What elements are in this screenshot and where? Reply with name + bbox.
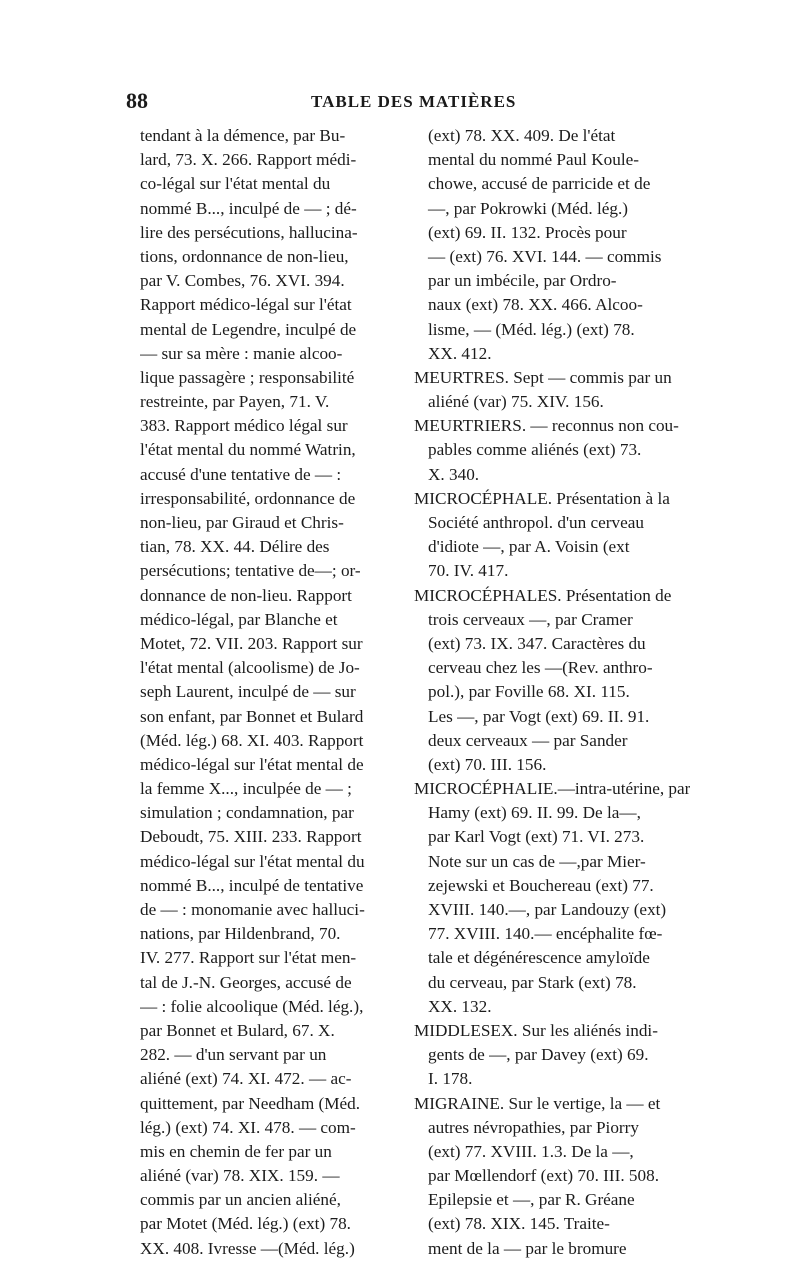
- index-line: chowe, accusé de parricide et de: [428, 174, 651, 194]
- index-line: tendant à la démence, par Bu-: [140, 126, 346, 145]
- index-line: autres névropathies, par Piorry: [428, 1117, 639, 1137]
- index-line: mis en chemin de fer par un: [140, 1141, 332, 1161]
- index-line: (Méd. lég.) 68. XI. 403. Rapport: [140, 730, 364, 750]
- index-line: 282. — d'un servant par un: [140, 1045, 327, 1065]
- index-line: gents de —, par Davey (ext) 69.: [428, 1045, 649, 1065]
- index-line: son enfant, par Bonnet et Bulard: [140, 706, 364, 726]
- index-line: tal de J.-N. Georges, accusé de: [140, 972, 352, 992]
- index-line: par un imbécile, par Ordro-: [428, 271, 617, 291]
- index-line: mental du nommé Paul Koule-: [428, 150, 639, 170]
- index-line: tions, ordonnance de non-lieu,: [140, 246, 349, 266]
- index-line: lire des persécutions, hallucina-: [140, 222, 358, 242]
- index-line: XVIII. 140.—, par Landouzy (ext): [428, 900, 667, 919]
- index-line: XX. 408. Ivresse —(Méd. lég.): [140, 1238, 355, 1258]
- index-line: persécutions; tentative de—; or-: [140, 561, 361, 581]
- index-line: zejewski et Bouchereau (ext) 77.: [428, 875, 654, 895]
- index-line: Les —, par Vogt (ext) 69. II. 91.: [428, 706, 650, 726]
- index-line: simulation ; condamnation, par: [140, 803, 354, 823]
- index-line: XX. 412.: [428, 343, 492, 363]
- page-number: 88: [126, 88, 148, 113]
- index-line: médico-légal, par Blanche et: [140, 609, 338, 629]
- index-line: restreinte, par Payen, 71. V.: [140, 392, 330, 412]
- index-line: naux (ext) 78. XX. 466. Alcoo-: [428, 295, 643, 315]
- index-entry-start: MIDDLESEX. Sur les aliénés indi-: [414, 1020, 658, 1040]
- index-line: non-lieu, par Giraud et Chris-: [140, 513, 344, 532]
- index-line: (ext) 69. II. 132. Procès pour: [428, 222, 627, 242]
- index-entry-start: MIGRAINE. Sur le vertige, la — et: [414, 1093, 661, 1113]
- index-line: tale et dégénérescence amyloïde: [428, 948, 650, 968]
- index-line: —, par Pokrowki (Méd. lég.): [428, 198, 629, 218]
- index-line: seph Laurent, inculpé de — sur: [140, 682, 356, 702]
- index-line: Epilepsie et —, par R. Gréane: [428, 1190, 635, 1210]
- index-line: lard, 73. X. 266. Rapport médi-: [140, 150, 357, 170]
- index-line: Société anthropol. d'un cerveau: [428, 513, 644, 532]
- index-line: XX. 132.: [428, 996, 492, 1016]
- index-line: ment de la — par le bromure: [428, 1238, 627, 1258]
- page-header: [126, 88, 716, 116]
- index-line: Hamy (ext) 69. II. 99. De la—,: [428, 803, 641, 823]
- index-line: (ext) 78. XX. 409. De l'état: [428, 126, 616, 145]
- index-line: la femme X..., inculpée de — ;: [140, 779, 352, 799]
- left-column: [140, 124, 398, 1261]
- index-line: (ext) 70. III. 156.: [428, 754, 547, 774]
- index-line: 70. IV. 417.: [428, 561, 509, 581]
- index-line: mental de Legendre, inculpé de: [140, 319, 357, 339]
- index-line: nommé B..., inculpé de tentative: [140, 875, 364, 895]
- index-line: par Karl Vogt (ext) 71. VI. 273.: [428, 827, 645, 847]
- right-column: [414, 124, 690, 1261]
- index-line: du cerveau, par Stark (ext) 78.: [428, 972, 637, 992]
- index-line: co-légal sur l'état mental du: [140, 174, 331, 194]
- index-line: lég.) (ext) 74. XI. 478. — com-: [140, 1117, 356, 1137]
- index-line: irresponsabilité, ordonnance de: [140, 488, 356, 508]
- index-entry-start: MEURTRES. Sept — commis par un: [414, 367, 672, 387]
- index-line: 383. Rapport médico légal sur: [140, 416, 348, 436]
- index-line: 77. XVIII. 140.— encéphalite fœ-: [428, 924, 663, 944]
- index-line: nommé B..., inculpé de — ; dé-: [140, 198, 357, 218]
- index-line: aliéné (var) 78. XIX. 159. —: [140, 1166, 340, 1186]
- index-entry-start: MEURTRIERS. — reconnus non cou-: [414, 416, 679, 436]
- index-line: cerveau chez les —(Rev. anthro-: [428, 658, 653, 678]
- index-line: (ext) 73. IX. 347. Caractères du: [428, 633, 646, 653]
- index-line: X. 340.: [428, 464, 480, 484]
- index-line: médico-légal sur l'état mental du: [140, 851, 365, 871]
- index-line: quittement, par Needham (Méd.: [140, 1093, 361, 1113]
- index-line: nations, par Hildenbrand, 70.: [140, 924, 341, 944]
- index-line: pables comme aliénés (ext) 73.: [428, 440, 642, 460]
- index-line: — : folie alcoolique (Méd. lég.),: [140, 996, 364, 1016]
- index-line: — (ext) 76. XVI. 144. — commis: [428, 246, 662, 266]
- index-line: (ext) 78. XIX. 145. Traite-: [428, 1214, 610, 1234]
- index-line: l'état mental (alcoolisme) de Jo-: [140, 658, 360, 678]
- index-line: par Mœllendorf (ext) 70. III. 508.: [428, 1166, 660, 1186]
- index-entry-start: MICROCÉPHALIE.—intra-utérine, par: [414, 779, 690, 799]
- index-entry-start: MICROCÉPHALES. Présentation de: [414, 585, 672, 605]
- index-line: par Bonnet et Bulard, 67. X.: [140, 1020, 335, 1040]
- index-line: Rapport médico-légal sur l'état: [140, 295, 352, 315]
- index-line: d'idiote —, par A. Voisin (ext: [428, 537, 630, 557]
- index-line: Note sur un cas de —,par Mier-: [428, 851, 646, 871]
- index-line: I. 178.: [428, 1069, 473, 1089]
- index-line: tian, 78. XX. 44. Délire des: [140, 537, 330, 557]
- index-line: deux cerveaux — par Sander: [428, 730, 628, 750]
- index-line: — sur sa mère : manie alcoo-: [140, 343, 343, 363]
- index-line: commis par un ancien aliéné,: [140, 1190, 341, 1210]
- index-entry-start: MICROCÉPHALE. Présentation à la: [414, 488, 670, 508]
- index-line: aliéné (ext) 74. XI. 472. — ac-: [140, 1069, 352, 1089]
- index-line: Deboudt, 75. XIII. 233. Rapport: [140, 827, 362, 847]
- index-line: accusé d'une tentative de — :: [140, 464, 342, 484]
- index-line: aliéné (var) 75. XIV. 156.: [428, 392, 604, 412]
- index-line: de — : monomanie avec halluci-: [140, 900, 365, 919]
- index-line: IV. 277. Rapport sur l'état men-: [140, 948, 357, 968]
- index-line: donnance de non-lieu. Rapport: [140, 585, 352, 605]
- index-line: médico-légal sur l'état mental de: [140, 754, 364, 774]
- index-line: Motet, 72. VII. 203. Rapport sur: [140, 633, 363, 653]
- index-line: (ext) 77. XVIII. 1.3. De la —,: [428, 1141, 634, 1161]
- index-line: lisme, — (Méd. lég.) (ext) 78.: [428, 319, 635, 339]
- index-line: lique passagère ; responsabilité: [140, 367, 355, 387]
- index-line: trois cerveaux —, par Cramer: [428, 609, 633, 629]
- index-line: l'état mental du nommé Watrin,: [140, 440, 356, 460]
- index-line: pol.), par Foville 68. XI. 115.: [428, 682, 630, 702]
- index-line: par V. Combes, 76. XVI. 394.: [140, 271, 345, 291]
- running-head: TABLE DES MATIÈRES: [311, 92, 517, 111]
- index-line: par Motet (Méd. lég.) (ext) 78.: [140, 1214, 351, 1234]
